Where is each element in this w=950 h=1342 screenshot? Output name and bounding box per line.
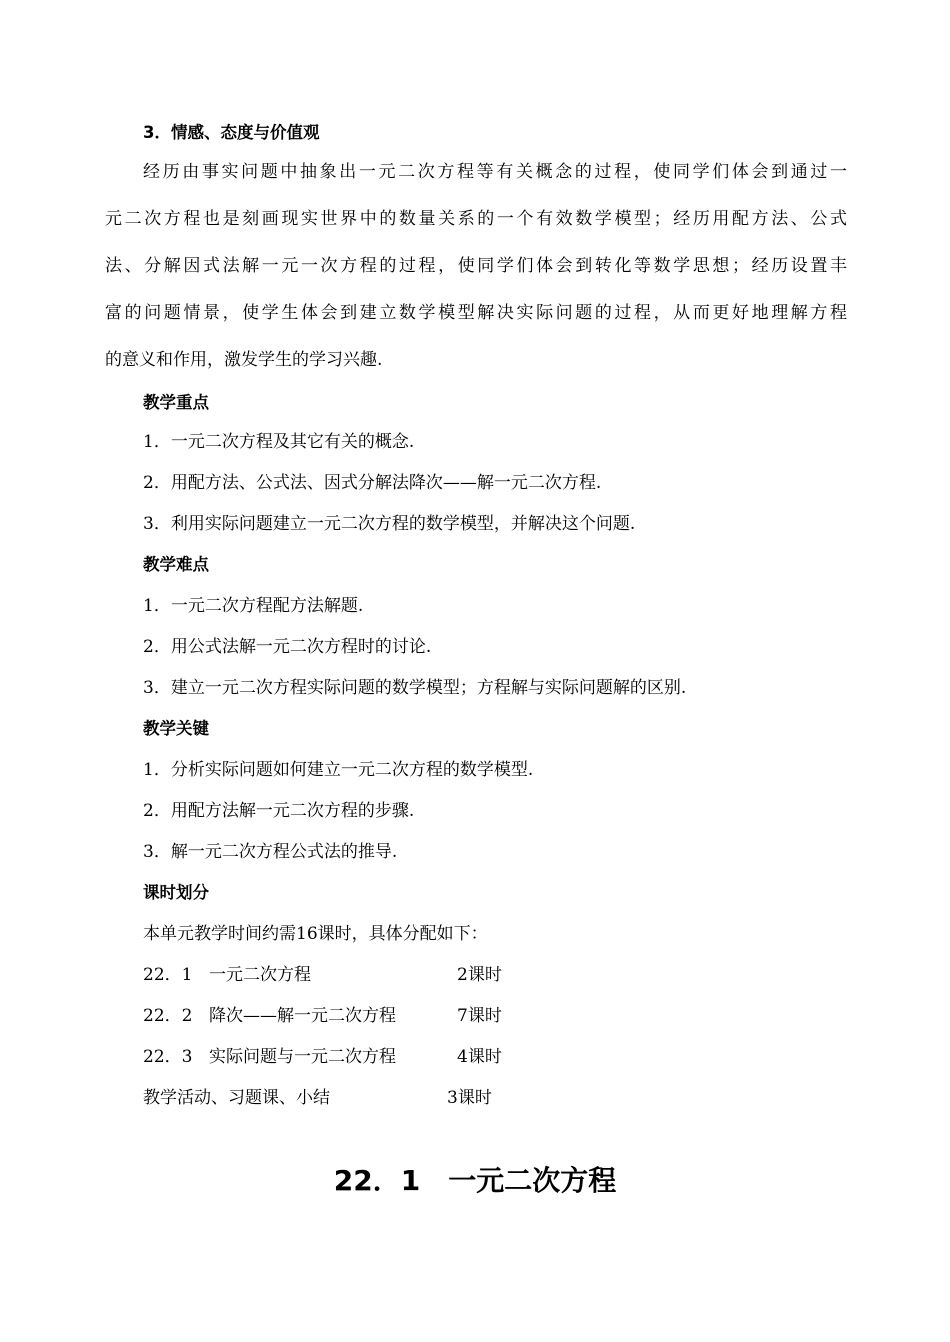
schedule-row-name: 降次——解一元二次方程 [209,1006,396,1026]
list-item: 2．用配方法解一元二次方程的步骤. [143,801,415,821]
schedule-row-number: 22．2 [143,1006,193,1026]
schedule-row-hours: 3课时 [447,1088,492,1108]
section-heading-keys: 教学关键 [143,719,209,738]
schedule-row-hours: 2课时 [457,965,502,985]
schedule-row-hours: 4课时 [457,1047,502,1067]
schedule-row-name: 一元二次方程 [209,965,311,985]
list-item: 3．建立一元二次方程实际问题的数学模型；方程解与实际问题解的区别. [143,678,687,698]
schedule-row-name: 教学活动、习题课、小结 [143,1088,330,1108]
paragraph-line: 富的问题情景，使学生体会到建立数学模型解决实际问题的过程，从而更好地理解方程 [105,303,847,323]
schedule-row-number: 22．1 [143,965,193,985]
paragraph-line: 经历由事实问题中抽象出一元二次方程等有关概念的过程，使同学们体会到通过一 [143,162,847,182]
paragraph-line: 法、分解因式法解一元一次方程的过程，使同学们体会到转化等数学思想；经历设置丰 [105,256,847,276]
schedule-intro: 本单元教学时间约需16课时，具体分配如下： [143,924,488,944]
schedule-row-name: 实际问题与一元二次方程 [209,1047,396,1067]
paragraph-line: 的意义和作用，激发学生的学习兴趣. [105,350,383,370]
section-heading-schedule: 课时划分 [143,883,209,902]
schedule-row-number: 22．3 [143,1047,193,1067]
list-item: 2．用配方法、公式法、因式分解法降次——解一元二次方程. [143,473,602,493]
schedule-row [143,1047,502,1067]
list-item: 3．利用实际问题建立一元二次方程的数学模型，并解决这个问题. [143,514,636,534]
list-item: 1．一元二次方程及其它有关的概念. [143,432,415,452]
section-heading-attitude: 3．情感、态度与价值观 [143,123,320,142]
paragraph-line: 元二次方程也是刻画现实世界中的数量关系的一个有效数学模型；经历用配方法、公式 [105,209,847,229]
section-heading-key-points: 教学重点 [143,393,209,412]
list-item: 1．一元二次方程配方法解题. [143,596,364,616]
list-item: 1．分析实际问题如何建立一元二次方程的数学模型. [143,760,534,780]
schedule-row [143,1006,502,1026]
schedule-row-hours: 7课时 [457,1006,502,1026]
schedule-row [143,965,502,985]
list-item: 3．解一元二次方程公式法的推导. [143,842,398,862]
section-heading-difficulties: 教学难点 [143,555,209,574]
list-item: 2．用公式法解一元二次方程时的讨论. [143,637,432,657]
section-title: 22．1 一元二次方程 [333,1164,617,1197]
schedule-row [143,1088,492,1108]
